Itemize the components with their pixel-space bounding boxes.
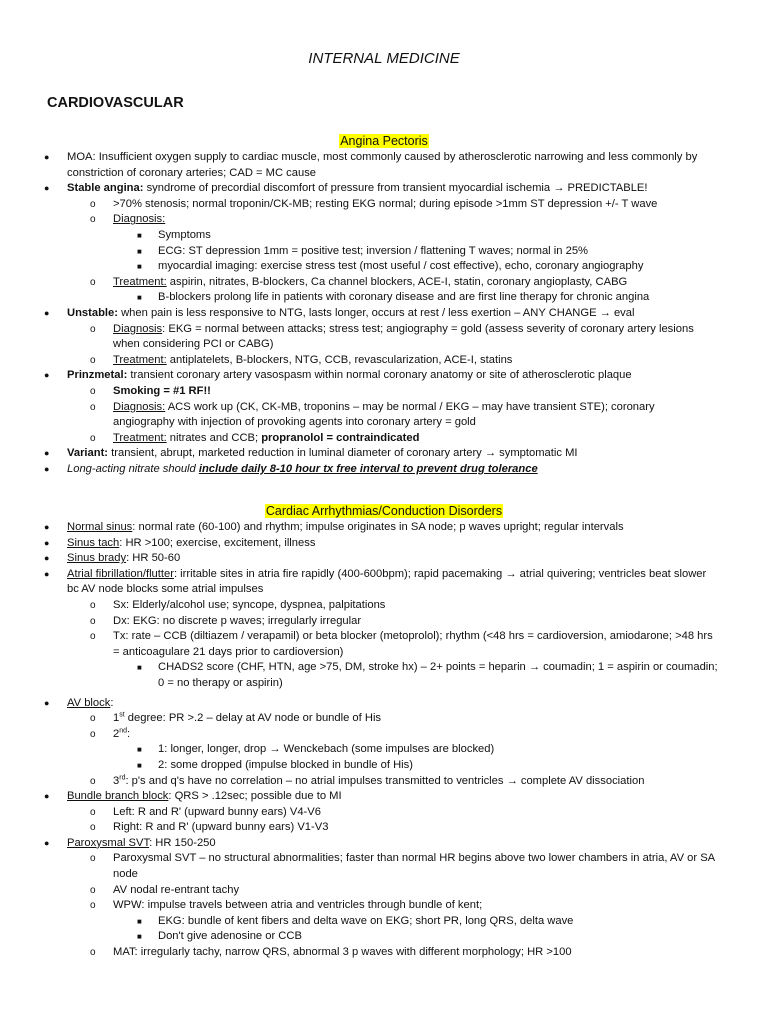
list-item: o Treatment: antiplatelets, B-blockers, NTG, CCB, revascularization, ACE-I, statins	[0, 353, 768, 369]
list-item: o AV nodal re-entrant tachy	[0, 883, 768, 899]
circle-bullet-icon: o	[90, 323, 96, 335]
list-item: ● Stable angina: syndrome of precordial discomfort of pressure from transient myocardial ischemia → PREDICTABLE!	[0, 181, 768, 197]
bullet-icon: ●	[44, 152, 50, 162]
list-item: o 3rd: p's and q's have no correlation – no atrial impulses transmitted to ventricles → complete AV dissociation	[0, 774, 768, 790]
arrhythmia-heading-text: Cardiac Arrhythmias/Conduction Disorders	[265, 504, 503, 518]
circle-bullet-icon: o	[90, 615, 96, 627]
square-bullet-icon: ■	[137, 916, 142, 926]
circle-bullet-icon: o	[90, 631, 96, 643]
square-bullet-icon: ■	[137, 932, 142, 942]
list-item: o 2nd:	[0, 727, 768, 743]
list-item: o Diagnosis:	[0, 212, 768, 228]
circle-bullet-icon: o	[90, 822, 96, 834]
square-bullet-icon: ■	[137, 230, 142, 240]
circle-bullet-icon: o	[90, 214, 96, 226]
list-item: o Left: R and R' (upward bunny ears) V4-V6	[0, 805, 768, 821]
circle-bullet-icon: o	[90, 432, 96, 444]
list-item: ■ EKG: bundle of kent fibers and delta wave on EKG; short PR, long QRS, delta wave	[0, 914, 768, 930]
list-item: o Dx: EKG: no discrete p waves; irregularly irregular	[0, 614, 768, 630]
circle-bullet-icon: o	[90, 900, 96, 912]
section-title: CARDIOVASCULAR	[47, 95, 184, 111]
list-item: o Diagnosis: EKG = normal between attacks; stress test; angiography = gold (assess severity of coronary artery lesions when considering PCI or CABG)	[90, 322, 694, 351]
list-item: ■ 2: some dropped (impulse blocked in bundle of His)	[0, 758, 768, 774]
circle-bullet-icon: o	[90, 853, 96, 865]
circle-bullet-icon: o	[90, 713, 96, 725]
list-item: ■ B-blockers prolong life in patients with coronary disease and are first line therapy for chronic angina	[0, 290, 768, 306]
list-item: o Right: R and R' (upward bunny ears) V1-V3	[0, 820, 768, 836]
list-item: ● Prinzmetal: transient coronary artery vasospasm within normal coronary anatomy or site of atherosclerotic plaque	[0, 368, 768, 384]
circle-bullet-icon: o	[90, 354, 96, 366]
bullet-icon: ●	[44, 553, 50, 564]
angina-list	[0, 150, 768, 477]
bullet-icon: ●	[44, 791, 50, 802]
list-item: ● Variant: transient, abrupt, marketed reduction in luminal diameter of coronary artery → symptomatic MI	[0, 446, 768, 462]
bullet-icon: ●	[44, 307, 50, 318]
bullet-icon: ●	[44, 837, 50, 848]
bullet-icon: ●	[44, 522, 50, 532]
bullet-icon: ●	[44, 183, 50, 194]
circle-bullet-icon: o	[90, 806, 96, 818]
list-item: o Tx: rate – CCB (diltiazem / verapamil) or beta blocker (metoprolol); rhythm (<48 hrs = cardioversion, amiodarone; >48 hrs = anticoagulare 21 days prior to cardioversion)	[90, 630, 713, 658]
list-item: ● Long-acting nitrate should include daily 8-10 hour tx free interval to prevent drug tolerance	[0, 462, 768, 478]
list-item: o 1st degree: PR >.2 – delay at AV node or bundle of His	[0, 711, 768, 727]
bullet-icon: ●	[44, 370, 50, 381]
list-item: o MAT: irregularly tachy, narrow QRS, abnormal 3 p waves with different morphology; HR >100	[0, 945, 768, 961]
circle-bullet-icon: o	[90, 599, 96, 611]
list-item: ■ 1: longer, longer, drop → Wenckebach (some impulses are blocked)	[0, 742, 768, 758]
list-item: o Smoking = #1 RF!!	[0, 384, 768, 400]
list-item: ● AV block:	[0, 696, 768, 712]
circle-bullet-icon: o	[90, 198, 96, 210]
arrhythmia-heading	[0, 503, 768, 519]
bullet-icon: ●	[44, 568, 50, 579]
list-item: o WPW: impulse travels between atria and ventricles through bundle of kent;	[0, 898, 768, 914]
circle-bullet-icon: o	[90, 884, 96, 896]
bullet-icon: ●	[44, 537, 50, 548]
circle-bullet-icon: o	[90, 401, 96, 413]
square-bullet-icon: ■	[137, 293, 142, 303]
list-item: ■ CHADS2 score (CHF, HTN, age >75, DM, stroke hx) – 2+ points = heparin → coumadin; 1 = aspirin or coumadin; 0 = no therapy or aspirin)	[137, 661, 718, 689]
bullet-icon: ●	[44, 448, 50, 459]
arrhythmia-list	[0, 520, 768, 961]
list-item: ● Atrial fibrillation/flutter: irritable sites in atria fire rapidly (400-600bpm); rapid pacemaking → atrial quivering; ventricles beat slower bc AV node blocks some atrial impulses	[44, 567, 707, 596]
square-bullet-icon: ■	[137, 246, 142, 256]
circle-bullet-icon: o	[90, 276, 96, 288]
angina-heading	[0, 133, 768, 149]
document-title: INTERNAL MEDICINE	[308, 50, 460, 67]
circle-bullet-icon: o	[90, 775, 96, 787]
list-item: ■ Symptoms	[0, 228, 768, 244]
list-item: ■ myocardial imaging: exercise stress test (most useful / cost effective), echo, coronary angiography	[0, 259, 768, 275]
bullet-icon: ●	[44, 697, 50, 708]
list-item: o >70% stenosis; normal troponin/CK-MB; resting EKG normal; during episode >1mm ST depression +/- T wave	[0, 197, 768, 213]
list-item: ● MOA: Insufficient oxygen supply to cardiac muscle, most commonly caused by atherosclerotic narrowing and less commonly by constriction of coronary arteries; CAD = MC cause	[44, 151, 698, 179]
square-bullet-icon: ■	[137, 745, 142, 755]
list-item: ● Paroxysmal SVT: HR 150-250	[0, 836, 768, 852]
circle-bullet-icon: o	[90, 728, 96, 740]
list-item: ● Unstable: when pain is less responsive to NTG, lasts longer, occurs at rest / less exertion – ANY CHANGE → eval	[0, 306, 768, 322]
list-item: ■ ECG: ST depression 1mm = positive test; inversion / flattening T waves; normal in 25%	[0, 244, 768, 260]
list-item: o Diagnosis: ACS work up (CK, CK-MB, troponins – may be normal / EKG – may have transient STE); coronary angiography with injection of provoking agents into coronary artery = gold	[90, 400, 655, 429]
list-item: ● Bundle branch block: QRS > .12sec; possible due to MI	[0, 789, 768, 805]
list-item: ● Normal sinus: normal rate (60-100) and rhythm; impulse originates in SA node; p waves upright; regular intervals	[0, 520, 768, 536]
list-item: ■ Don't give adenosine or CCB	[0, 929, 768, 945]
list-item: o Sx: Elderly/alcohol use; syncope, dyspnea, palpitations	[0, 598, 768, 614]
square-bullet-icon: ■	[137, 262, 142, 272]
list-item: ● Sinus brady: HR 50-60	[0, 551, 768, 567]
list-item: o Treatment: nitrates and CCB; propranolol = contraindicated	[0, 431, 768, 447]
angina-heading-text: Angina Pectoris	[340, 134, 428, 148]
list-item: o Treatment: aspirin, nitrates, B-blockers, Ca channel blockers, ACE-I, statin, coronary angioplasty, CABG	[0, 275, 768, 291]
circle-bullet-icon: o	[90, 385, 96, 397]
square-bullet-icon: ■	[137, 663, 142, 673]
square-bullet-icon: ■	[137, 760, 142, 770]
bullet-icon: ●	[44, 463, 50, 474]
list-item: o Paroxysmal SVT – no structural abnormalities; faster than normal HR begins above two lower chambers in atria, AV or SA node	[90, 852, 715, 881]
circle-bullet-icon: o	[90, 947, 96, 959]
list-item: ● Sinus tach: HR >100; exercise, excitement, illness	[0, 536, 768, 552]
